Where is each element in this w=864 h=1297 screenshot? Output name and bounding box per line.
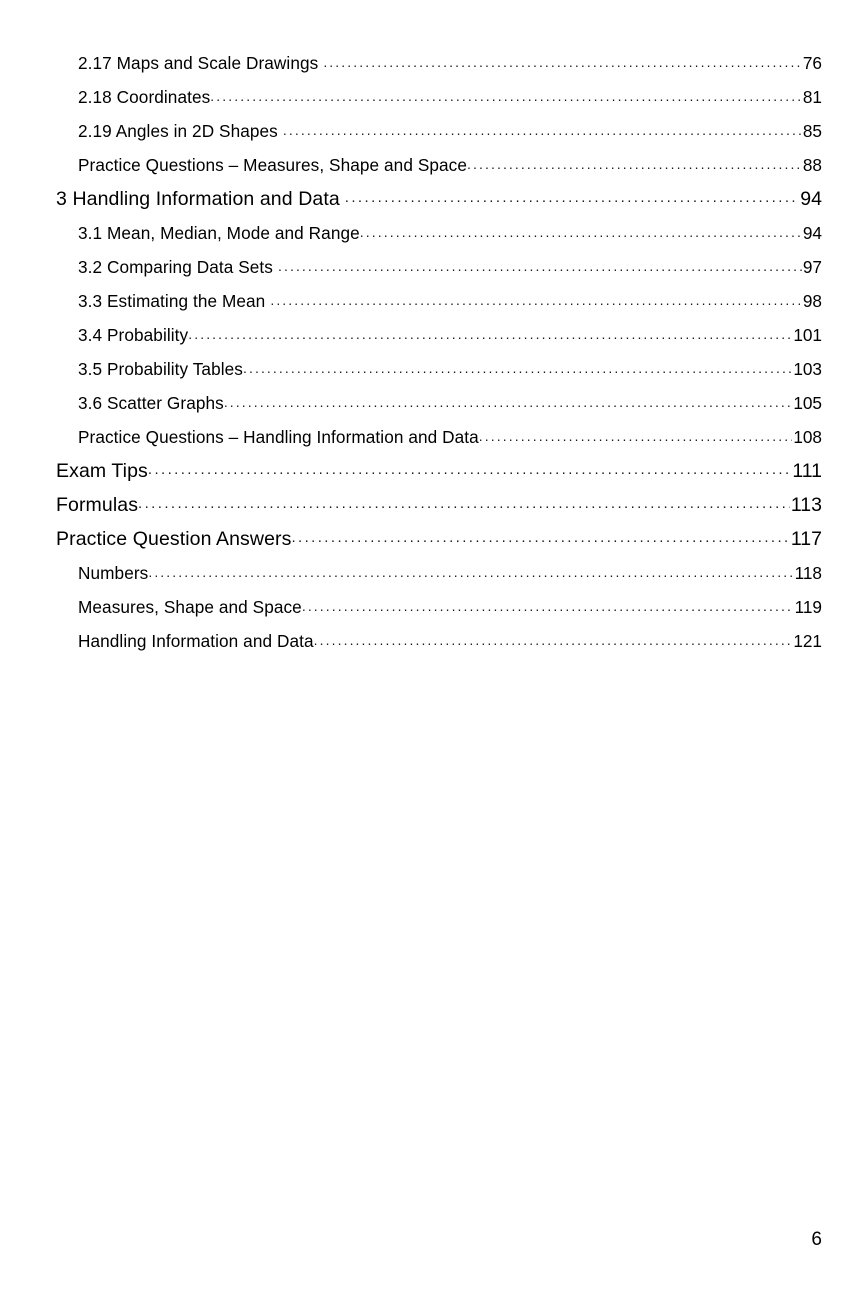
toc-entry-title: Practice Question Answers: [56, 528, 292, 550]
toc-entry[interactable]: [0, 318, 864, 352]
toc-dot-leader: [210, 86, 802, 103]
toc-dot-leader: [467, 154, 802, 171]
toc-dot-leader: [278, 256, 802, 273]
toc-entry-title: 3.3 Estimating the Mean: [78, 291, 266, 311]
toc-entry-page-number: 121: [793, 631, 822, 651]
footer-page-number: 6: [811, 1229, 822, 1250]
toc-entry-title: Exam Tips: [56, 460, 148, 482]
toc-entry-page-number: 119: [794, 597, 822, 617]
toc-entry-page-number: 94: [800, 188, 822, 210]
toc-dot-leader: [323, 52, 802, 69]
toc-entry-page-number: 118: [794, 563, 822, 583]
toc-entry-page-number: 105: [793, 393, 822, 413]
toc-entry[interactable]: [0, 556, 864, 590]
toc-entry-title: 2.18 Coordinates: [78, 87, 211, 107]
toc-entry[interactable]: [0, 420, 864, 454]
toc-entry[interactable]: [0, 216, 864, 250]
toc-entry-page-number: 113: [790, 494, 822, 516]
toc-entry[interactable]: [0, 250, 864, 284]
toc-dot-leader: [188, 324, 792, 341]
toc-entry-page-number: 117: [790, 528, 822, 550]
toc-entry-title: 3.6 Scatter Graphs: [78, 393, 224, 413]
toc-entry[interactable]: [0, 352, 864, 386]
toc-entry-page-number: 88: [802, 155, 822, 175]
toc-entry[interactable]: [0, 590, 864, 624]
toc-entry-title: 3.1 Mean, Median, Mode and Range: [78, 223, 360, 243]
toc-entry[interactable]: [0, 454, 864, 488]
toc-dot-leader: [302, 596, 794, 613]
toc-dot-leader: [224, 392, 793, 409]
toc-dot-leader: [360, 222, 802, 239]
table-of-contents-list: [0, 46, 864, 658]
toc-entry[interactable]: [0, 80, 864, 114]
toc-entry-title: 2.17 Maps and Scale Drawings: [78, 53, 319, 73]
toc-dot-leader: [138, 492, 790, 512]
toc-entry-page-number: 111: [792, 460, 822, 482]
toc-entry-title: 3.4 Probability: [78, 325, 189, 345]
toc-dot-leader: [345, 186, 800, 206]
toc-entry-page-number: 85: [802, 121, 822, 141]
toc-entry-page-number: 103: [793, 359, 822, 379]
toc-entry-page-number: 97: [802, 257, 822, 277]
toc-entry-page-number: 81: [802, 87, 822, 107]
toc-entry[interactable]: [0, 284, 864, 318]
toc-entry[interactable]: [0, 488, 864, 522]
toc-entry[interactable]: [0, 114, 864, 148]
toc-entry[interactable]: [0, 46, 864, 80]
toc-entry-title: 3 Handling Information and Data: [56, 188, 340, 210]
toc-entry[interactable]: [0, 624, 864, 658]
toc-entry-title: Handling Information and Data: [78, 631, 314, 651]
toc-entry[interactable]: [0, 386, 864, 420]
toc-entry-title: Practice Questions – Measures, Shape and Space: [78, 155, 467, 175]
toc-entry-page-number: 98: [802, 291, 822, 311]
toc-entry-title: 2.19 Angles in 2D Shapes: [78, 121, 278, 141]
toc-entry-page-number: 108: [793, 427, 822, 447]
toc-dot-leader: [148, 562, 793, 579]
toc-entry-page-number: 101: [793, 325, 822, 345]
toc-entry-title: Practice Questions – Handling Information and Data: [78, 427, 479, 447]
toc-entry-title: 3.5 Probability Tables: [78, 359, 243, 379]
toc-dot-leader: [148, 458, 791, 478]
toc-dot-leader: [479, 426, 793, 443]
toc-entry[interactable]: [0, 522, 864, 556]
toc-entry-title: 3.2 Comparing Data Sets: [78, 257, 273, 277]
toc-entry-title: Measures, Shape and Space: [78, 597, 302, 617]
toc-dot-leader: [243, 358, 792, 375]
toc-entry[interactable]: [0, 148, 864, 182]
toc-entry-page-number: 76: [802, 53, 822, 73]
toc-dot-leader: [283, 120, 802, 137]
toc-entry-title: Numbers: [78, 563, 149, 583]
toc-entry-page-number: 94: [802, 223, 822, 243]
toc-dot-leader: [291, 526, 789, 546]
toc-dot-leader: [314, 630, 793, 647]
toc-entry[interactable]: [0, 182, 864, 216]
toc-entry-title: Formulas: [56, 494, 139, 516]
toc-dot-leader: [270, 290, 802, 307]
